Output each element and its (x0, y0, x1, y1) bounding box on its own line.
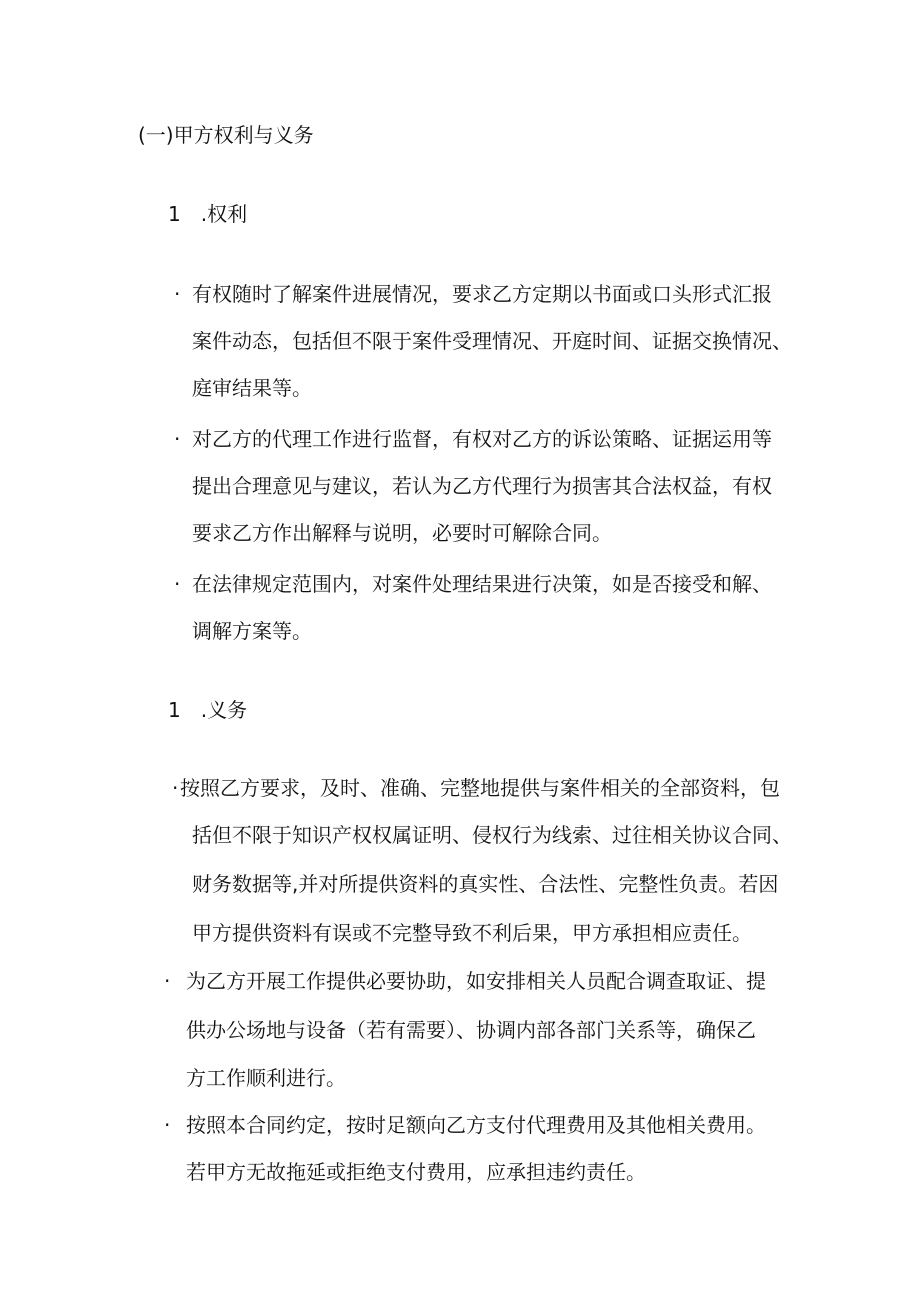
paragraph-line: 在法律规定范围内，对案件处理结果进行决策，如是否接受和解、 (192, 572, 772, 596)
paragraph-line: 调解方案等。 (192, 619, 312, 643)
bullet-dot: · (174, 427, 181, 451)
rights-heading: 1 .权利 (168, 202, 248, 226)
section-title: (一)甲方权利与义务 (138, 123, 314, 147)
paragraph-line: 财务数据等,并对所提供资料的真实性、合法性、完整性负责。若因 (192, 872, 779, 896)
bullet-dot: · (164, 969, 171, 993)
paragraph-line: 要求乙方作出解释与说明，必要时可解除合同。 (192, 521, 612, 545)
bullet-dot: · (172, 776, 179, 800)
bullet-dot: · (174, 282, 181, 306)
paragraph-line: 甲方提供资料有误或不完整导致不利后果，甲方承担相应责任。 (192, 921, 752, 945)
bullet-dot: · (174, 572, 181, 596)
paragraph-line: 若甲方无故拖延或拒绝支付费用，应承担违约责任。 (186, 1160, 646, 1184)
paragraph-line: 按照乙方要求，及时、准确、完整地提供与案件相关的全部资料，包 (180, 776, 780, 800)
paragraph-line: 有权随时了解案件进展情况，要求乙方定期以书面或口头形式汇报 (192, 282, 772, 306)
obligations-heading: 1 .义务 (168, 698, 248, 722)
paragraph-line: 提出合理意见与建议，若认为乙方代理行为损害其合法权益，有权 (192, 474, 772, 498)
paragraph-line: 方工作顺利进行。 (186, 1066, 346, 1090)
paragraph-line: 按照本合同约定，按时足额向乙方支付代理费用及其他相关费用。 (186, 1113, 766, 1137)
paragraph-line: 庭审结果等。 (192, 376, 312, 400)
paragraph-line: 括但不限于知识产权权属证明、侵权行为线索、过往相关协议合同、 (192, 823, 792, 847)
bullet-dot: · (164, 1113, 171, 1137)
paragraph-line: 案件动态，包括但不限于案件受理情况、开庭时间、证据交换情况、 (192, 329, 792, 353)
paragraph-line: 供办公场地与设备（若有需要）、协调内部各部门关系等，确保乙 (186, 1018, 756, 1042)
paragraph-line: 对乙方的代理工作进行监督，有权对乙方的诉讼策略、证据运用等 (192, 427, 772, 451)
paragraph-line: 为乙方开展工作提供必要协助，如安排相关人员配合调查取证、提 (186, 969, 766, 993)
